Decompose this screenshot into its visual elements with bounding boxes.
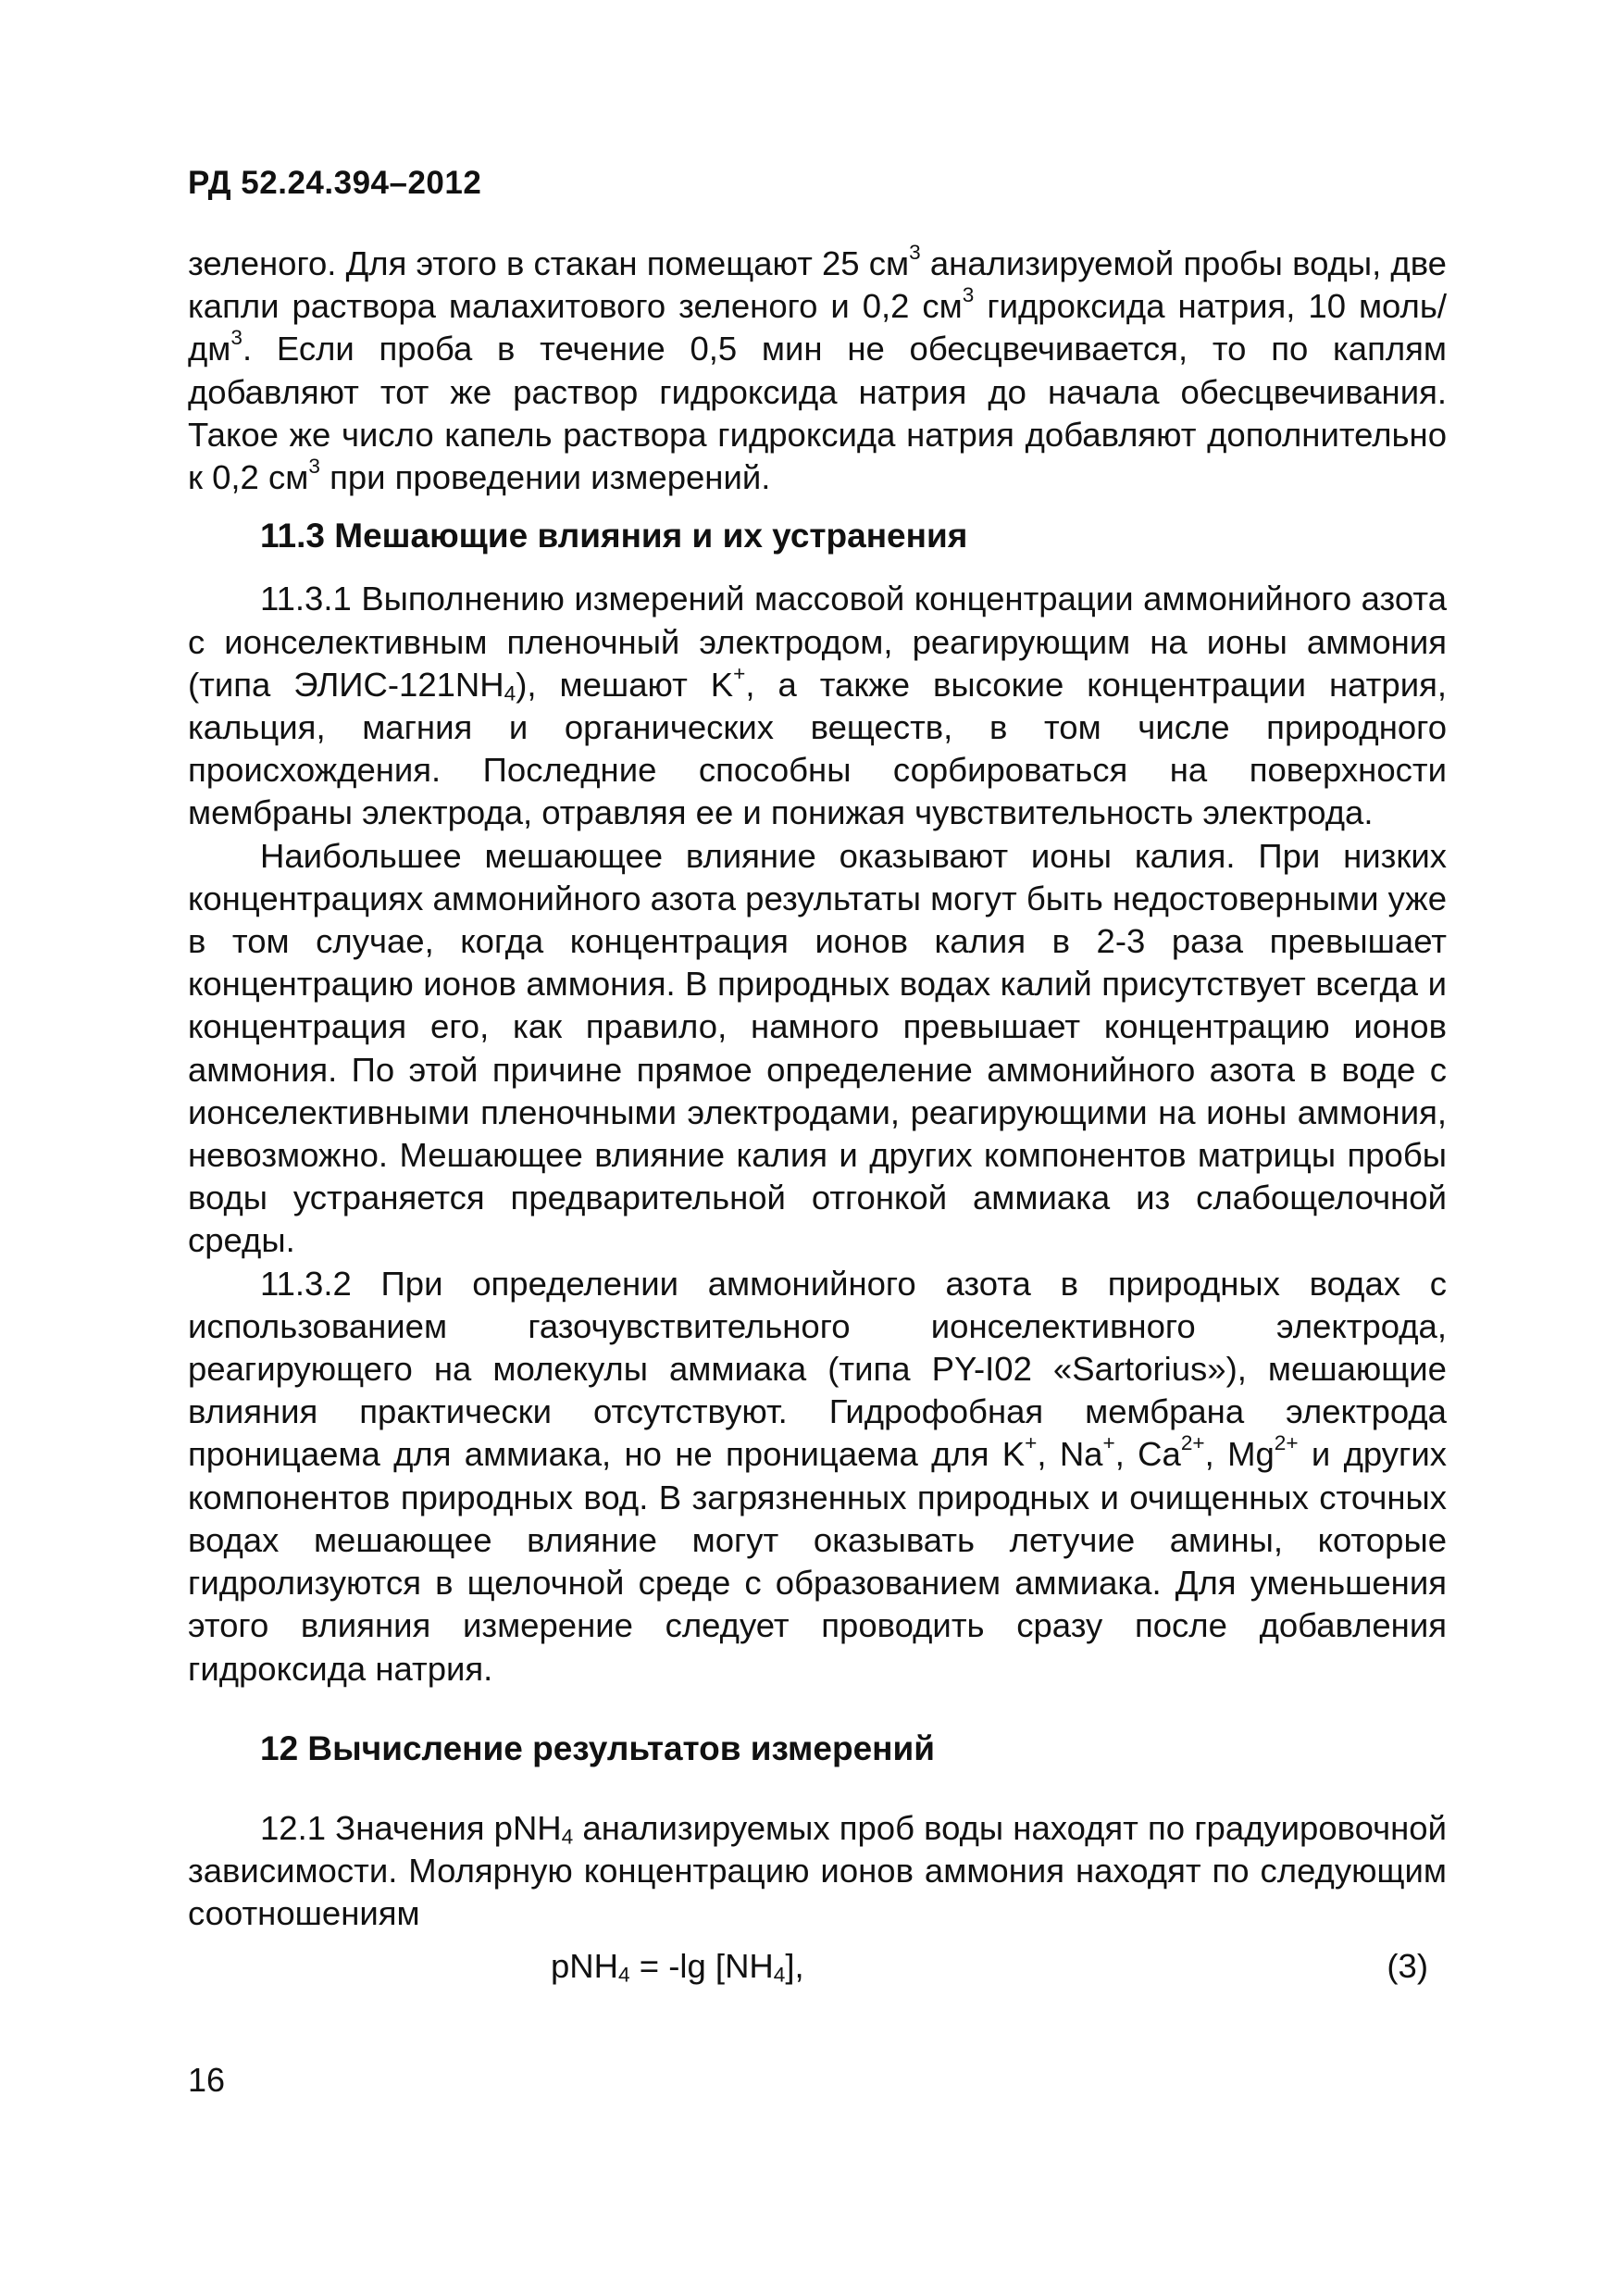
section-heading-11-3: 11.3 Мешающие влияния и их устранения [260,517,968,555]
document-id-header: РД 52.24.394–2012 [188,165,482,201]
formula-3 [188,1945,1447,1993]
paragraph-11-3-1: 11.3.1 Выполнению измерений массовой концентрации аммонийного азота с ионселективным пленочный электродом, реагирующим на ионы аммония (типа ЭЛИС-$121NH_4$), мешают K+, а также высокие концентрации натрия, кальция, магния и органических веществ, в том числе природного происхождения. Последние способны сорбироваться на поверхности мембраны электрода, отравляя ее и понижая чувствительность электрода. [188,580,1447,832]
page-number: 16 [188,2061,226,2099]
formula-expression: pNH$_4$ = -lg $[NH_4]$, [551,1946,804,1987]
paragraph-potassium-interference: Наибольшее мешающее влияние оказывают ионы калия. При низких концентрациях аммонийного азота результаты могут быть недостоверными уже в том случае, когда концентрация ионов калия в 2-3 раза превышает концентрацию ионов аммония. В природных водах калий присутствует всегда и концентрация его, как правило, намного превышает концентрацию ионов аммония. По этой причине прямое определение аммонийного азота в воде с ионселективными пленочными электродами, реагирующими на ионы аммония, невозможно. Мешающее влияние калия и других компонентов матрицы пробы воды устраняется предварительной отгонкой аммиака из слабощелочной среды. [188,836,1447,1260]
section-heading-12: 12 Вычисление результатов измерений [260,1728,935,1767]
document-body [188,243,1447,1993]
paragraph-intro: зеленого. Для этого в стакан помещают 25 $см^3$ анализируемой пробы воды, две капли раствора малахитового зеленого и 0,2 $см^3$ гидроксида натрия, 10 моль/$дм^3$. Если проба в течение 0,5 мин не обесцвечивается, то по каплям добавляют тот же раствор гидроксида натрия до начала обесцвечивания. Такое же число капель раствора гидроксида натрия добавляют дополнительно к 0,2 $см^3$ при проведении измерений. [188,241,1447,497]
paragraph-11-3-2: 11.3.2 При определении аммонийного азота в природных водах с использованием газочувствительного ионселективного электрода, реагирующего на молекулы аммиака (типа PY-I02 «Sartorius»), мешающие влияния практически отсутствуют. Гидрофобная мембрана электрода проницаема для аммиака, но не проницаема для K+, Na+, $Ca^{2+}$, $Mg^{2+}$ и других компонентов природных вод. В загрязненных природных и очищенных сточных водах мешающее влияние могут оказывать летучие амины, которые гидролизуются в щелочной среде с образованием аммиака. Для уменьшения этого влияния измерение следует проводить сразу после добавления гидроксида натрия. [188,1264,1447,1688]
paragraph-12-1: 12.1 Значения pNH$_4$ анализируемых проб воды находят по градуировочной зависимости. Молярную концентрацию ионов аммония находят по следующим соотношениям [188,1808,1447,1933]
formula-number: (3) [1387,1946,1428,1985]
